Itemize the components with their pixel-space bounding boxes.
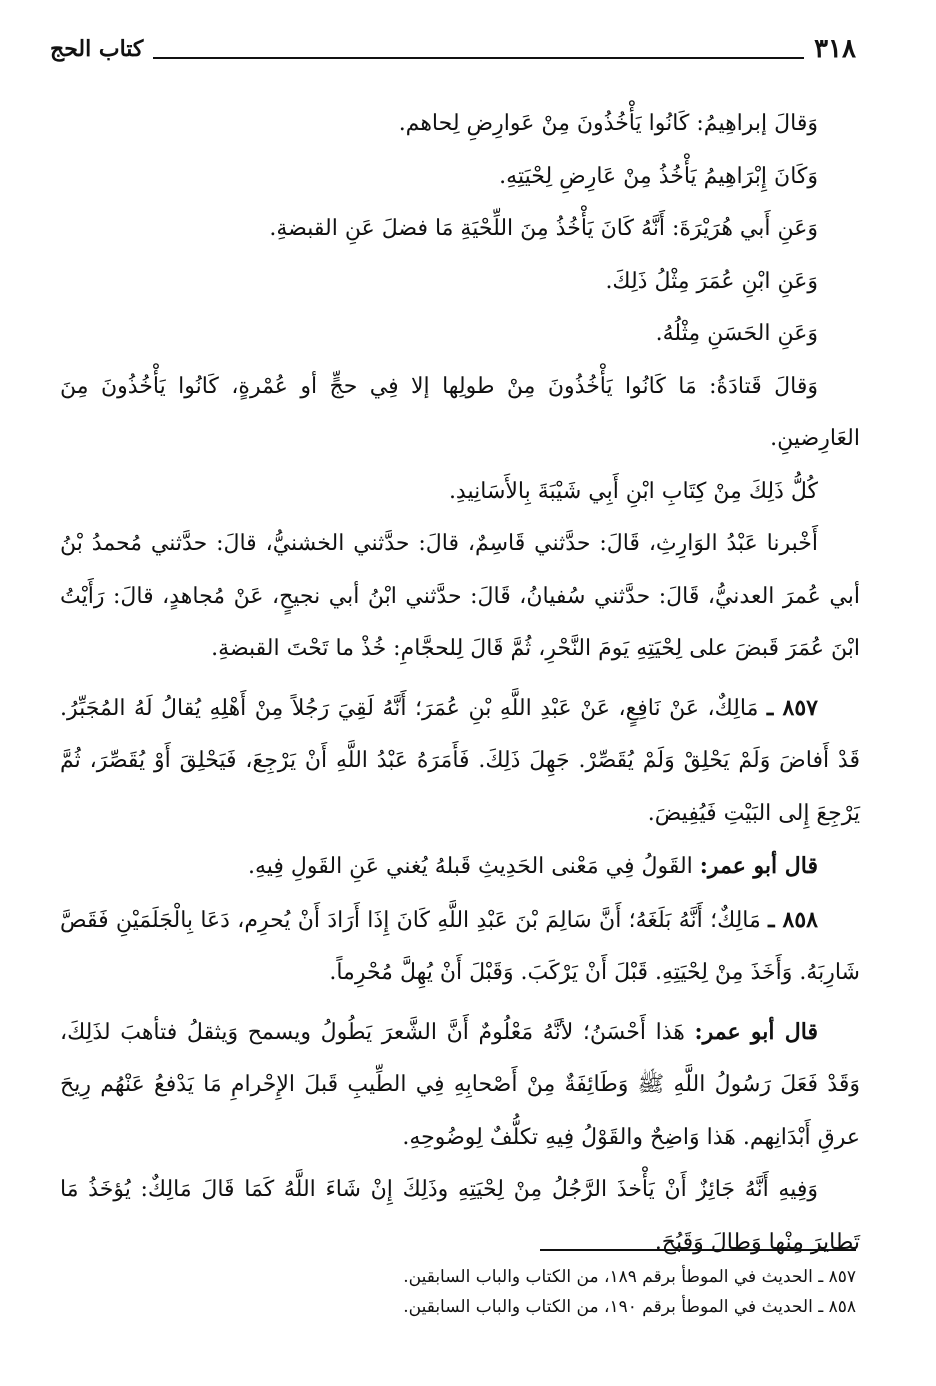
paragraph-ibn-umar: وَعَنِ ابْنِ عُمَرَ مِثْلُ ذَلِكَ. [605, 268, 818, 294]
hadith-858 [60, 894, 860, 1000]
running-title: كتاب الحج [50, 36, 144, 62]
hadith-number: ٨٥٧ ـ [766, 694, 818, 721]
hadith-number: ٨٥٨ ـ [768, 906, 818, 933]
commentary-text: القَولُ فِي مَعْنى الحَدِيثِ قَبلهُ يُغني عَنِ القَولِ فِيهِ. [247, 854, 693, 879]
hadith-857 [60, 682, 860, 841]
footnote-rule [540, 1249, 856, 1251]
paragraph-hasan: وَعَنِ الحَسَنِ مِثْلُهُ. [655, 321, 818, 346]
footnote-857: ٨٥٧ ـ الحديث في الموطأ برقم ١٨٩، من الكتاب والباب السابقين. [403, 1267, 856, 1287]
hadith-text: مَالِكٌ؛ أَنَّهُ بَلَغَهُ؛ أَنَّ سَالِمَ بْنَ عَبْدِ اللَّهِ كَانَ إِذَا أَرَادَ أَنْ يُحرِم، دَعَا بِالْجَلَمَيْنِ فَقَصَّ شَارِبَهُ. وَأَخَذَ مِنْ لِحْيَتِهِ. قَبْلَ أَنْ يَرْكَبَ. وَقَبْلَ أَنْ يُهِلَّ مُحْرِماً. [60, 907, 860, 985]
page-header [50, 30, 856, 64]
paragraph-conclusion: وَفِيهِ أَنَّهُ جَائِزٌ أَنْ يَأْخذَ الرَّجُلُ مِنْ لِحْيَتِهِ وذَلِكَ إِنْ شَاءَ اللَّهُ كَمَا قَالَ مَالِكٌ: يُؤخَذُ مَا تَطايرَ مِنْها وَطالَ وَقَبُحَ. [60, 1177, 860, 1255]
commentary-text: هَذا أَحْسَنُ؛ لأنَّهُ مَعْلُومٌ أَنَّ الشَّعرَ يَطُولُ ويسمح وَيثقلُ فتأهبَ لذَلِكَ، وَقَدْ فَعَلَ رَسُولُ اللَّهِ ﷺ وَطَائِفَةٌ مِنْ أَصْحابِهِ فِي الطِّيبِ قَبلَ الإِحْرامِ مَا يَدْفعُ عَنْهُم رِيحَ عرقِ أَبْدَانِهم. هَذا وَاضِحٌ والقَوْلُ فِيهِ تكلُّفٌ لِوضُوحِهِ. [60, 1019, 860, 1150]
header-rule [153, 57, 804, 59]
footnote-858: ٨٥٨ ـ الحديث في الموطأ برقم ١٩٠، من الكتاب والباب السابقين. [403, 1297, 856, 1317]
commentary-speaker: قال أبو عمر: [694, 1018, 818, 1045]
commentary-1 [60, 840, 860, 894]
main-text [60, 98, 860, 1269]
paragraph-ibrahim-1: وَقالَ إبراهِيمُ: كَانُوا يَأْخُذُونَ مِنْ عَوارِضِ لِحاهم. [398, 111, 818, 136]
paragraph-isnad: أَخْبرنا عَبْدُ الوَارِثِ، قَالَ: حدَّثني قَاسِمٌ، قالَ: حدَّثني الخشنيُّ، قالَ: حدَّثني مُحمدُ بْنُ أبي عُمرَ العدنيُّ، قَالَ: حدَّثني سُفيانُ، قَالَ: حدَّثني ابْنُ أبي نجيحٍ، عَنْ مُجاهدٍ، قالَ: رَأَيْتُ ابْنَ عُمَرَ قَبضَ على لِحْيَتِهِ يَومَ النَّحْرِ، ثُمَّ قَالَ لِلحجَّامِ: خُذْ ما تَحْتَ القبضةِ. [60, 531, 860, 661]
paragraph-ibn-abi-shayba: كُلُّ ذَلِكَ مِنْ كِتَابِ ابْنِ أَبِي شَيْبَةَ بِالأَسَانِيدِ. [448, 478, 818, 504]
paragraph-abu-hurayra: وَعَنِ أَبي هُرَيْرَةَ: أَنَّهُ كَانَ يَأْخُذُ مِنَ اللِّحْيَةِ مَا فضلَ عَنِ القبضةِ. [269, 216, 818, 241]
commentary-speaker: قال أبو عمر: [699, 853, 818, 879]
paragraph-qatada: وَقالَ قَتادَةُ: مَا كَانُوا يَأْخُذُونَ مِنْ طولِها إلا فِي حجٍّ أو عُمْرةٍ، كَانُوا يَأْخُذُونَ مِنَ العَارِضينِ. [60, 373, 860, 451]
page-number: ٣١٨ [814, 34, 856, 64]
footnotes [60, 1262, 856, 1322]
hadith-text: مَالِكٌ، عَنْ نَافِعٍ، عَنْ عَبْدِ اللَّهِ بْنِ عُمَرَ؛ أَنَّهُ لَقِيَ رَجُلاً مِنْ أَهْلِهِ يُقالُ لَهُ المُجَبِّرُ. قَدْ أَفاضَ وَلَمْ يَحْلِقْ وَلَمْ يُقَصِّرْ. جَهِلَ ذَلِكَ. فَأَمَرَهُ عَبْدُ اللَّهِ أَنْ يَرْجِعَ، فَيَحْلِقَ أَوْ يُقَصِّرَ، ثُمَّ يَرْجِعَ إِلى البَيْتِ فَيُفِيضَ. [60, 695, 860, 826]
paragraph-ibrahim-2: وَكَانَ إِبْرَاهِيمُ يَأْخُذُ مِنْ عَارِضِ لِحْيَتِهِ. [499, 163, 818, 189]
commentary-2 [60, 1006, 860, 1165]
